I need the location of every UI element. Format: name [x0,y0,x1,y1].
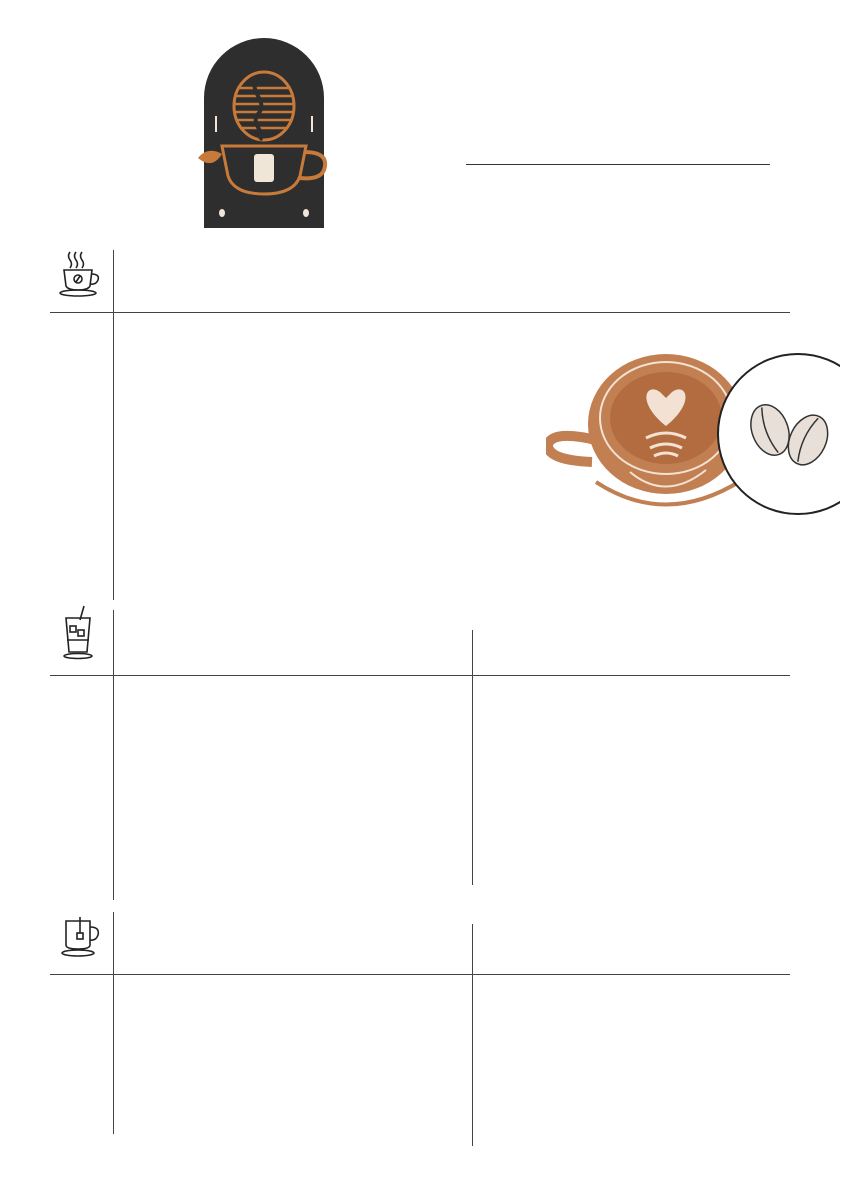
iced-vertical-divider [113,610,114,900]
addons-vertical-divider [472,630,473,885]
tea-vertical-divider [113,912,114,1134]
coffee-beans-top-border [0,0,848,80]
tea-horizontal-divider [50,974,790,975]
coffee-horizontal-divider [50,312,790,313]
coffee-cup-icon [56,250,102,298]
latte-art-illustration [546,352,840,516]
iced-drink-icon [60,604,96,660]
cold-vertical-divider [472,924,473,1146]
cafe-logo [194,28,334,228]
tea-cup-icon [60,915,102,959]
iced-horizontal-divider [50,675,790,676]
title-divider [466,164,770,165]
coffee-vertical-divider [113,250,114,600]
coffee-beans-bottom-border [0,1130,848,1200]
